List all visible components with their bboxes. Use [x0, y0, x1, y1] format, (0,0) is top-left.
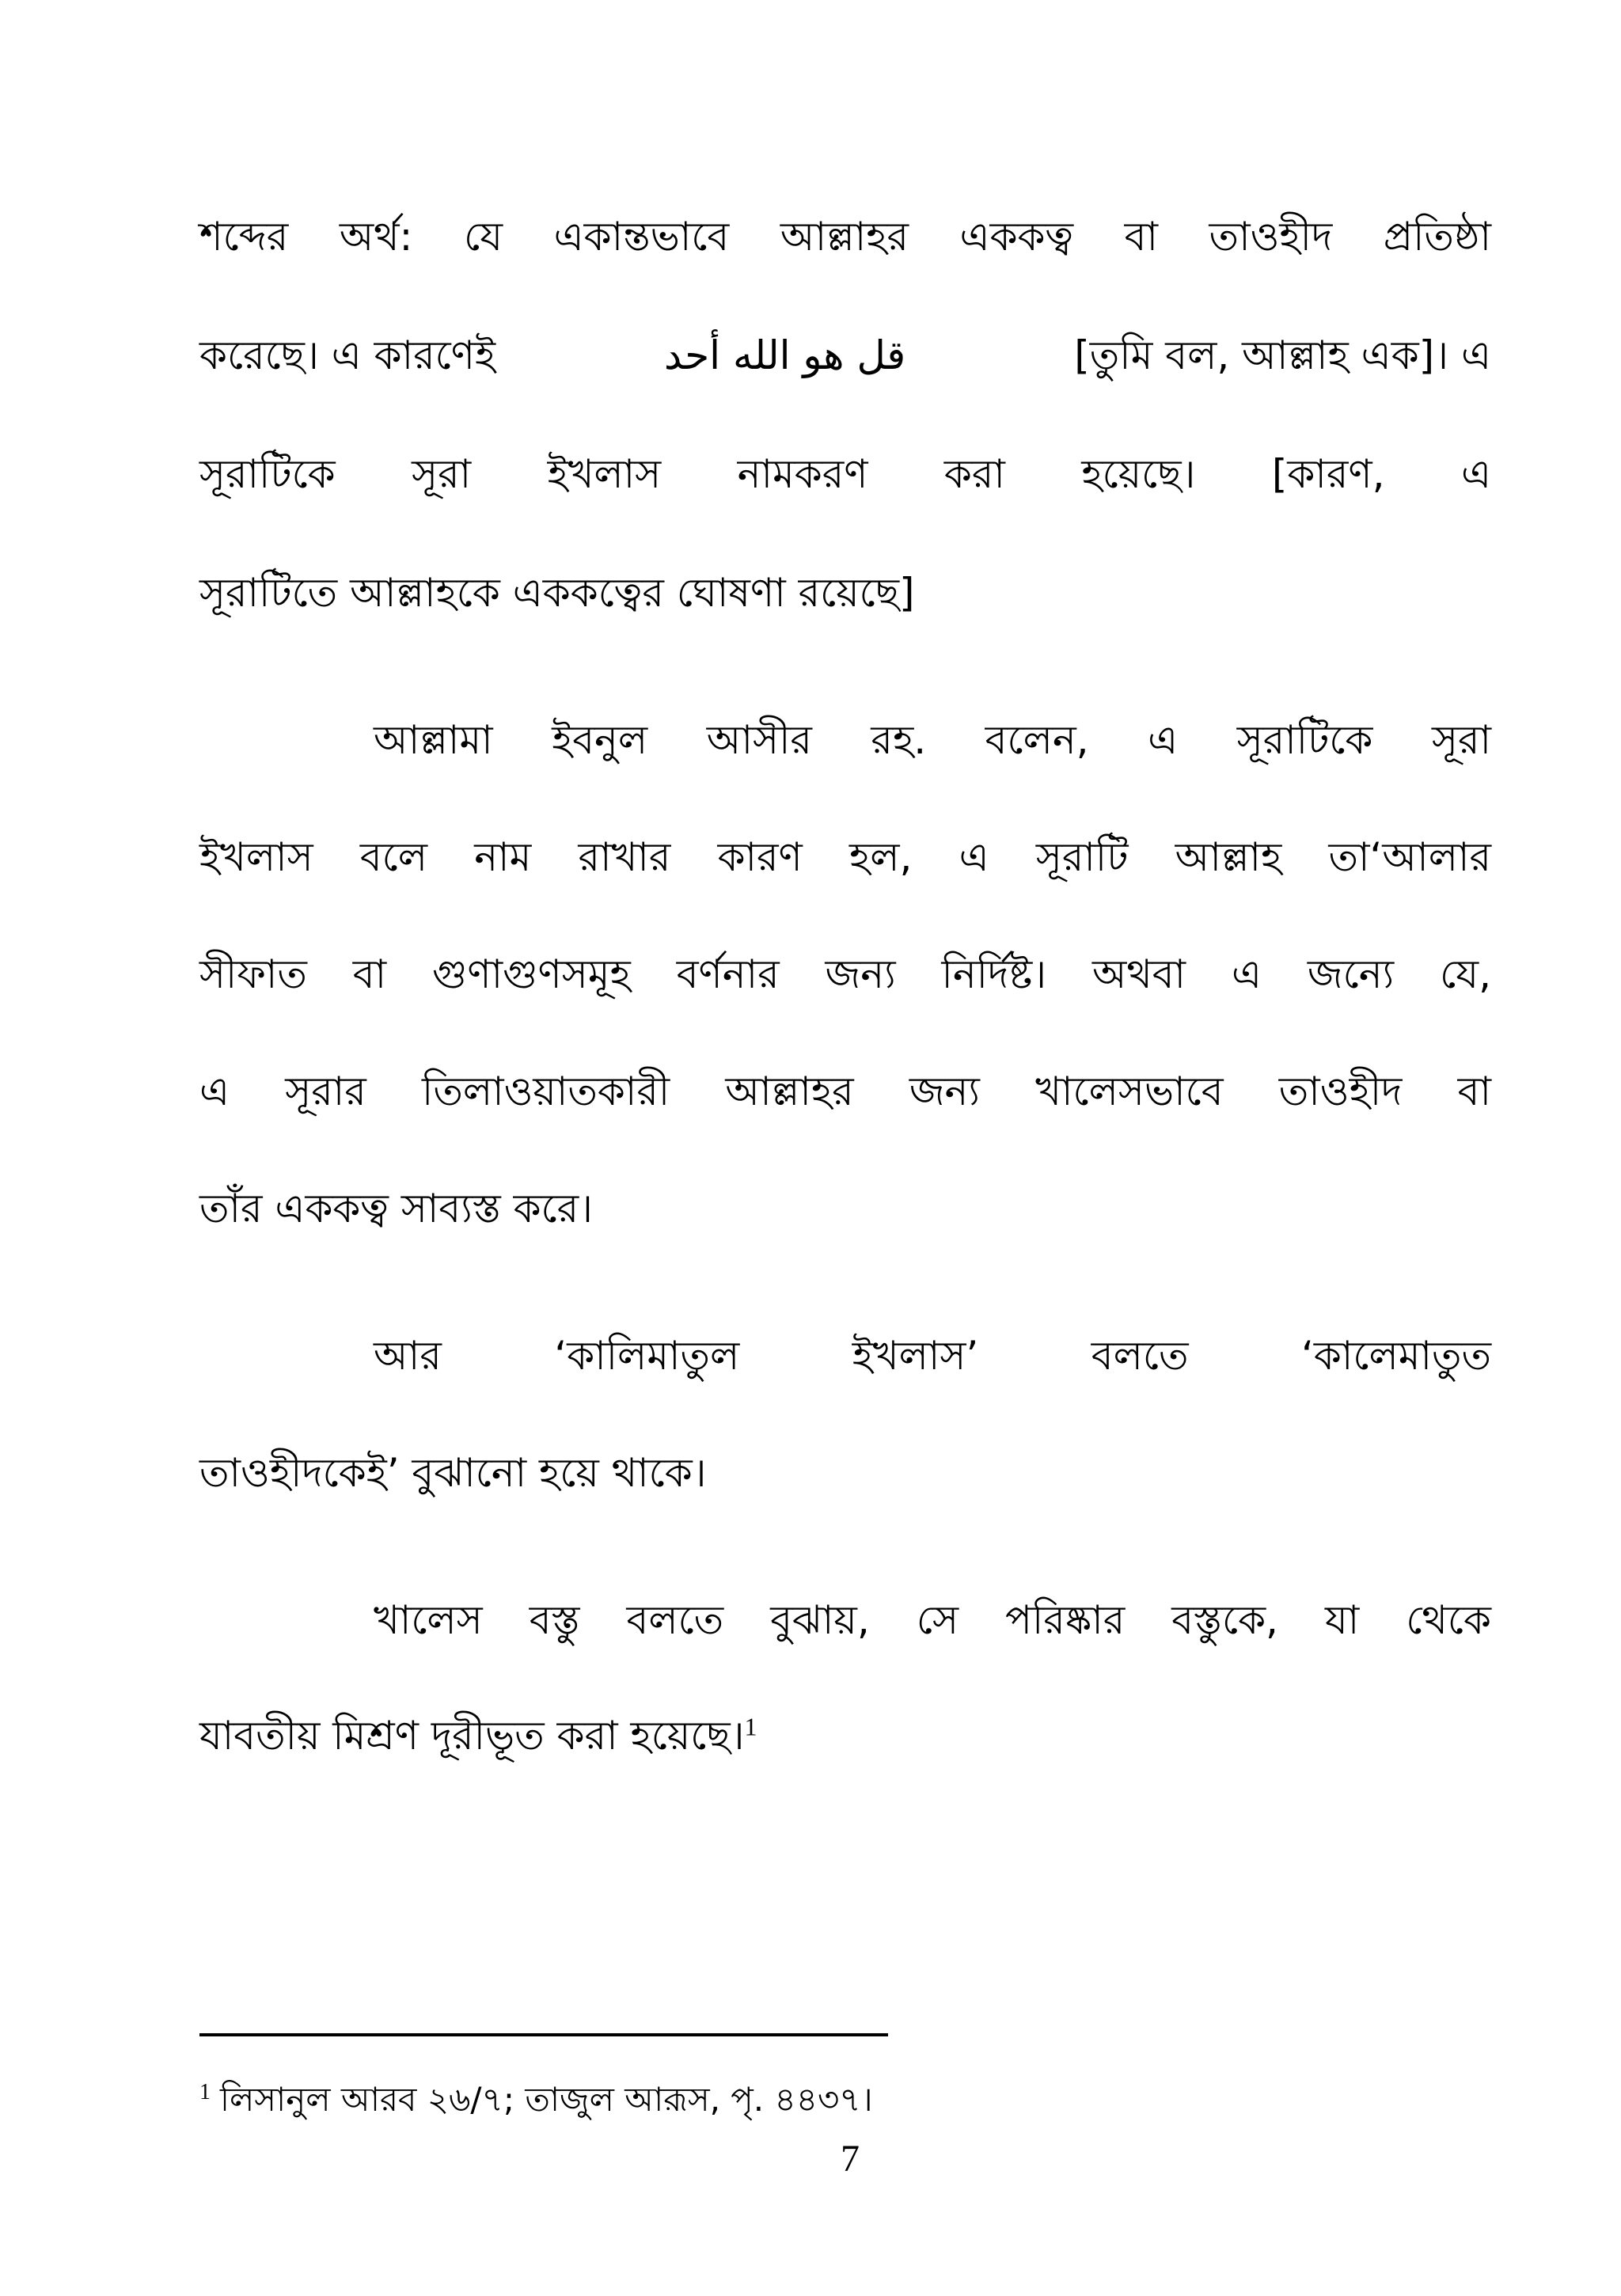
page-number: 7 [841, 2138, 860, 2180]
paragraph-3-line-1-text: আর ‘কালিমাতুল ইখলাস’ বলতে ‘কালেমাতুত [374, 1333, 1491, 1379]
paragraph-2-line-3 [199, 945, 1491, 1011]
footnote [199, 2074, 873, 2130]
paragraph-1-line-2 [199, 326, 1491, 392]
paragraph-2-line-2-text: ইখলাস বলে নাম রাখার কারণ হল, এ সূরাটি আল্লাহ তা‘আলার [199, 834, 1491, 880]
footnote-mark: 1 [199, 2080, 211, 2104]
paragraph-1-line-4-text: সূরাটিতে আল্লাহকে এককত্বের ঘোষণা রয়েছে] [199, 570, 915, 616]
paragraph-2-line-4 [199, 1062, 1491, 1128]
paragraph-4-line-1-text: খালেস বস্তু বলতে বুঝায়, সে পরিষ্কার বস্তুকে, যা থেকে [374, 1597, 1491, 1643]
paragraph-1-line-3 [199, 445, 1491, 510]
paragraph-1-line-1 [199, 207, 1491, 273]
paragraph-2-line-1 [374, 711, 1491, 776]
paragraph-4-line-2 [199, 1706, 1491, 1772]
footnote-text: লিসানুল আরব ২৬/৭; তাজুল আরূস, পৃ. ৪৪৩৭। [220, 2080, 873, 2119]
footnote-reference[interactable]: 1 [744, 1712, 757, 1741]
paragraph-2-line-5 [199, 1179, 1491, 1245]
paragraph-2-line-5-text: তাঁর এককত্ব সাব্যস্ত করে। [199, 1186, 594, 1231]
paragraph-3-line-2 [199, 1444, 1491, 1509]
paragraph-2-line-4-text: এ সূরার তিলাওয়াতকারী আল্লাহর জন্য খালেসভাবে তাওহীদ বা [199, 1068, 1491, 1114]
paragraph-1-line-1-text: শব্দের অর্থ: যে একান্তভাবে আল্লাহর এককত্ব বা তাওহীদ প্রতিষ্ঠা [199, 214, 1491, 260]
footnote-separator [199, 2033, 888, 2036]
paragraph-1-line-2-end: [তুমি বল, আল্লাহ এক]। এ [1074, 332, 1491, 378]
paragraph-1-line-4 [199, 564, 1491, 629]
paragraph-2-line-1-text: আল্লামা ইবনুল আসীর রহ. বলেন, এ সূরাটিকে সূরা [374, 717, 1491, 763]
arabic-verse-qul-huwa-allahu-ahad: قل هو الله أحد [664, 332, 906, 378]
paragraph-4-line-1 [374, 1591, 1491, 1657]
paragraph-2-line-2 [199, 828, 1491, 894]
paragraph-3-line-2-text: তাওহীদকেই’ বুঝানো হয়ে থাকে। [199, 1450, 707, 1496]
paragraph-3-line-1 [374, 1326, 1491, 1392]
paragraph-1-line-3-text: সূরাটিকে সূরা ইখলাস নামকরণ করা হয়েছে। [কারণ, এ [199, 451, 1491, 497]
paragraph-1-line-2-start: করেছে। এ কারণেই [199, 332, 495, 378]
paragraph-4-line-2-text: যাবতীয় মিশ্রণ দূরীভূত করা হয়েছে। [199, 1713, 745, 1759]
paragraph-2-line-3-text: সীফাত বা গুণাগুণসমূহ বর্ণনার জন্য নির্দিষ্ট। অথবা এ জন্যে যে, [199, 951, 1491, 997]
